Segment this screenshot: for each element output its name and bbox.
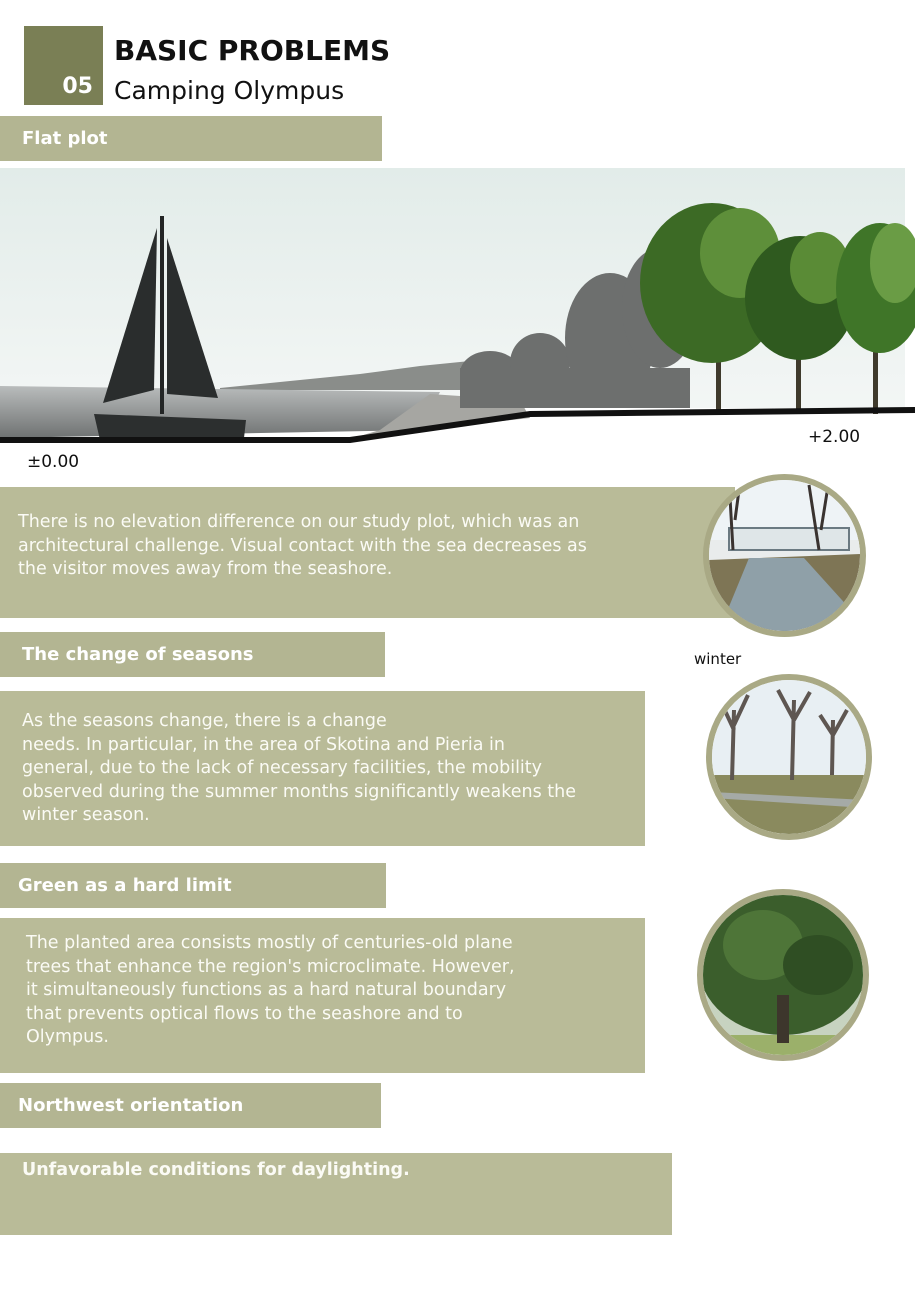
flat-plot-description: There is no elevation difference on our study plot, which was an architectural challenge. Visual contact with the sea decreases as the visitor moves away from the seashore. [18,512,587,579]
green-line-2: trees that enhance the region's microclimate. However, [26,956,515,977]
green-line-1: The planted area consists mostly of centuries-old plane [26,933,513,953]
seasons-line-1: As the seasons change, there is a change [22,711,387,731]
seasons-line-5: winter season. [22,805,150,825]
photo-winter-trees [706,674,872,840]
heading-seasons [0,632,385,677]
green-line-4: that prevents optical flows to the seashore and to [26,1003,463,1024]
section-number: 05 [62,74,93,99]
heading-seasons-label: The change of seasons [22,644,254,665]
orientation-description: Unfavorable conditions for daylighting. [22,1160,410,1180]
green-line-5: Olympus. [26,1027,109,1047]
photo-caption-winter: winter [694,650,742,668]
page-title: BASIC PROBLEMS [114,34,391,67]
orientation-description-box [0,1153,672,1235]
section-number-badge [24,26,103,105]
elevation-left: ±0.00 [27,452,80,472]
elevation-right: +2.00 [808,427,861,447]
green-description-box [0,918,645,1073]
seasons-line-3: general, due to the lack of necessary facilities, the mobility [22,758,543,778]
page-subtitle: Camping Olympus [114,76,345,105]
heading-green-label: Green as a hard limit [18,875,232,896]
site-section-illustration [0,168,915,450]
heading-green [0,863,386,908]
flat-plot-description-box [0,487,735,618]
heading-orientation-label: Northwest orientation [18,1095,244,1116]
seasons-line-4: observed during the summer months significantly weakens the [22,781,577,802]
green-line-3: it simultaneously functions as a hard natural boundary [26,980,507,1000]
heading-flat-plot [0,116,382,161]
photo-plane-tree [697,889,869,1061]
heading-orientation [0,1083,381,1128]
photo-campsite-path [703,474,866,637]
heading-flat-plot-label: Flat plot [22,128,108,149]
seasons-description-box [0,691,645,846]
seasons-line-2: needs. In particular, in the area of Skotina and Pieria in [22,734,505,755]
